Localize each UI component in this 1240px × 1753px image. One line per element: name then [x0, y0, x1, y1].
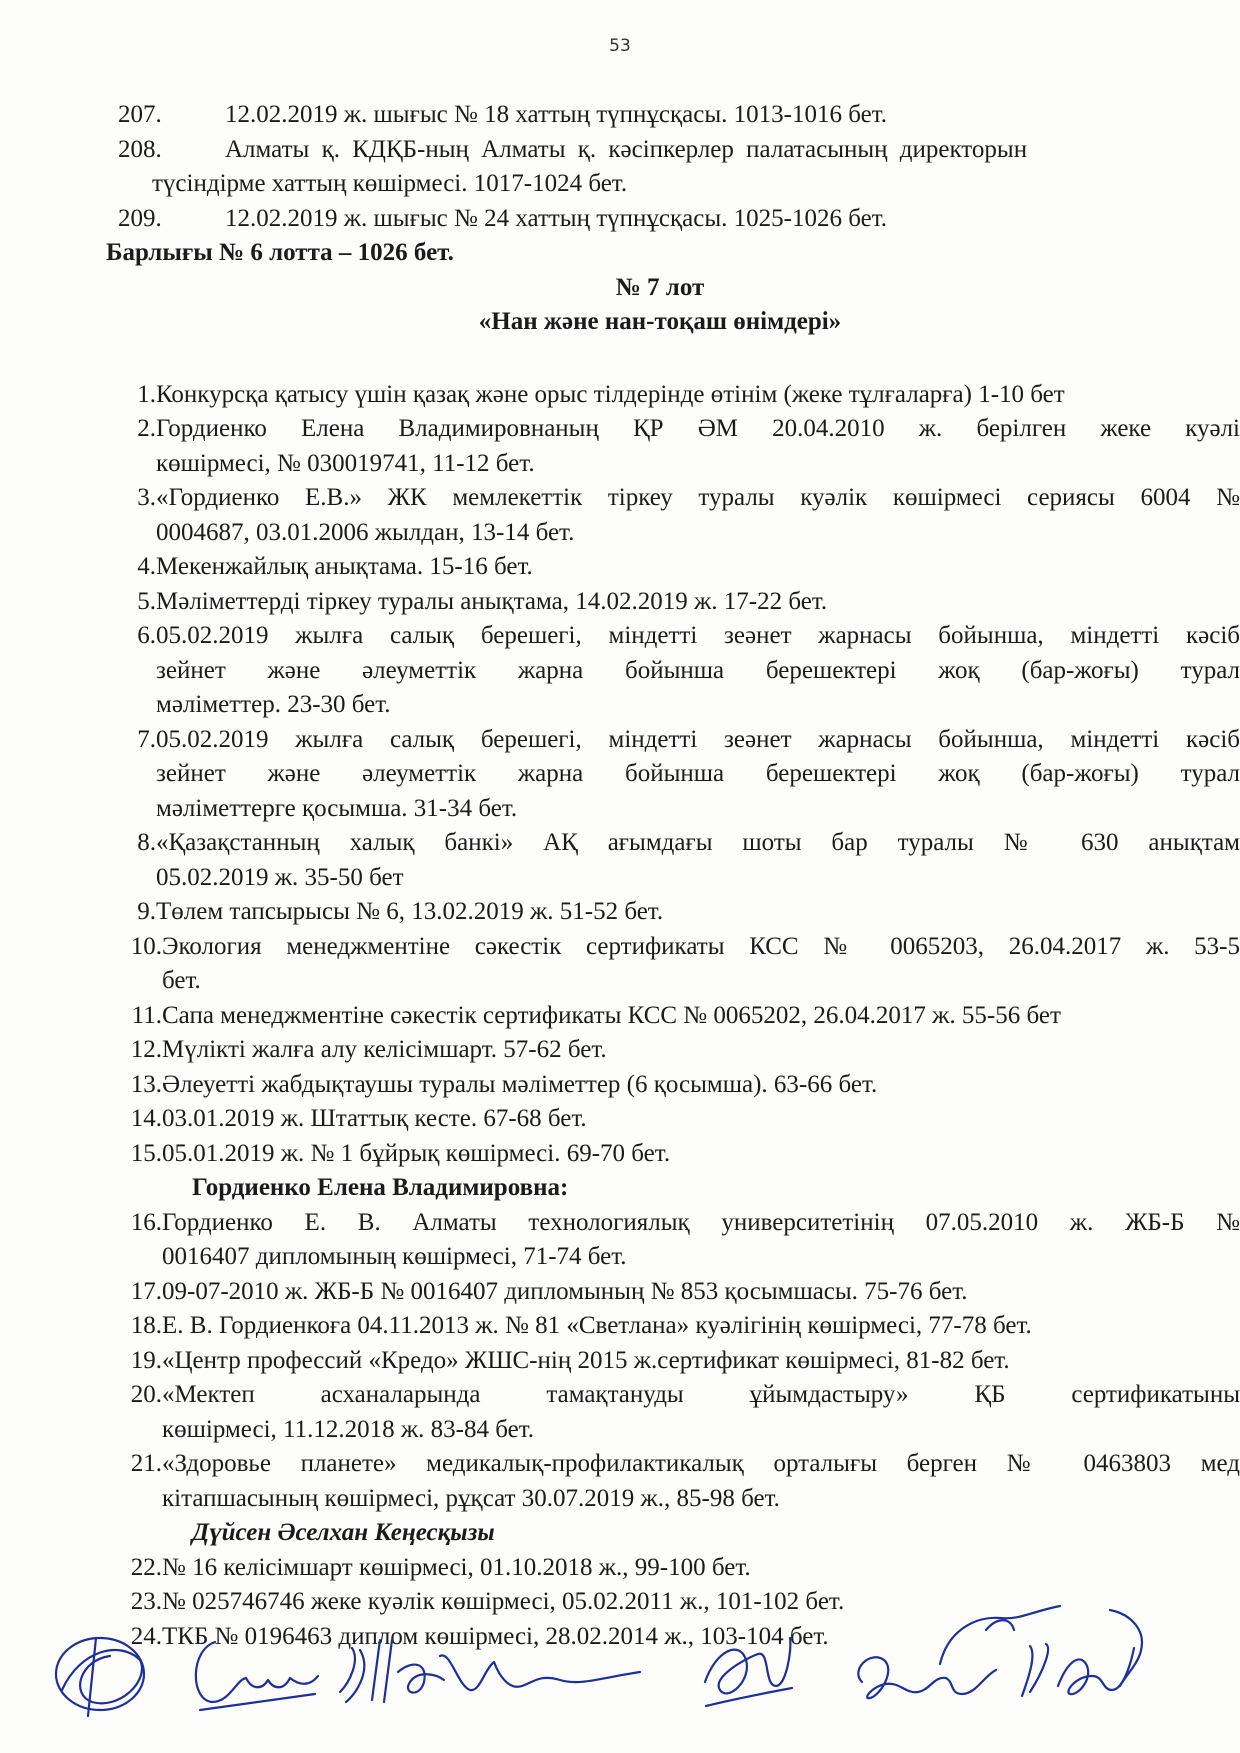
item-text: [162, 1378, 1240, 1447]
signatures-area: [0, 1590, 1240, 1753]
item-line: 05.02.2019 ж. 35-50 бет: [156, 863, 404, 891]
item-number: 19.: [130, 1346, 162, 1374]
list-item: [0, 1033, 1240, 1068]
item-number: 207.: [118, 101, 162, 128]
item-text: 12.02.2019 ж. шығыс № 18 хаттың түпнұсқасы. 1013-1016 бет.: [225, 101, 887, 128]
item-line: бет.: [162, 967, 201, 994]
item-line: ТКБ № 0196463 диплом көшірмесі, 28.02.2014 ж., 103-104 бет.: [162, 1622, 829, 1650]
list-item: [0, 895, 1240, 930]
item-number: 17.: [130, 1277, 162, 1305]
item-line: Гордиенко Елена Владимировнаның ҚР ӘМ 20.04.2010 ж. берілген жеке куәлі: [156, 415, 1240, 442]
list-item: [0, 412, 1240, 481]
item-text: [156, 585, 1240, 620]
item-text: [156, 481, 1240, 550]
item-line: кітапшасының көшірмесі, рұқсат 30.07.2019 ж., 85-98 бет.: [162, 1484, 780, 1512]
item-line: Гордиенко Е. В. Алматы технологиялық университетінің 07.05.2010 ж. ЖБ-Б №: [162, 1208, 1240, 1236]
item-line: «Қазақстанның халық банкі» АҚ ағымдағы шоты бар туралы № 630 анықтам: [156, 829, 1240, 856]
item-line: 05.02.2019 жылға салық берешегі, міндетті зеәнет жарнасы бойынша, міндетті кәсіб: [156, 725, 1240, 753]
item-text: [162, 1137, 1240, 1172]
list-item: [0, 1551, 1240, 1586]
item-line: зейнет және әлеуметтік жарна бойынша берешектері жоқ (бар-жоғы) турал: [156, 760, 1240, 787]
item-number: 13.: [130, 1070, 162, 1098]
lot7-list-part2: [0, 1206, 1240, 1517]
item-number: 14.: [130, 1105, 162, 1132]
item-line: № 16 келісімшарт көшірмесі, 01.10.2018 ж., 99-100 бет.: [162, 1553, 751, 1581]
item-number: 18.: [130, 1312, 162, 1339]
list-item-continuation: [0, 167, 1240, 202]
item-line: көшірмесі, 11.12.2018 ж. 83-84 бет.: [162, 1415, 534, 1443]
item-line: мәліметтер. 23-30 бет.: [156, 691, 391, 718]
item-text: [162, 1275, 1240, 1310]
signature-6: [1022, 1610, 1142, 1696]
list-item: [0, 1447, 1240, 1516]
item-text: [162, 1447, 1240, 1516]
item-line: «Мектеп асханаларында тамақтануды ұйымдастыру» ҚБ сертификатыны: [162, 1381, 1240, 1408]
lot7-title: № 7 лот: [615, 273, 705, 301]
item-line: Мекенжайлық анықтама. 15-16 бет.: [156, 553, 533, 580]
item-line: Мүлікті жалға алу келісімшарт. 57-62 бет.: [162, 1036, 607, 1063]
signature-3: [340, 1640, 640, 1702]
signature-4: [705, 1638, 792, 1706]
list-item: [0, 723, 1240, 827]
item-line: зейнет және әлеуметтік жарна бойынша берешектері жоқ (бар-жоғы) турал: [156, 656, 1240, 684]
item-number: 8.: [137, 829, 156, 856]
item-text: [162, 1344, 1240, 1379]
list-item: [0, 1206, 1240, 1275]
list-item: [0, 481, 1240, 550]
lot7-list-part1: [0, 378, 1240, 1172]
list-item: [0, 1378, 1240, 1447]
item-text: [162, 930, 1240, 999]
item-line: Конкурсқа қатысу үшін қазақ және орыс тілдерінде өтінім (жеке тұлғаларға) 1-10 бет: [156, 380, 1065, 408]
list-item: [0, 585, 1240, 620]
item-text: [156, 378, 1240, 413]
item-number: 1.: [137, 380, 156, 408]
list-item: [0, 826, 1240, 895]
item-number: 21.: [130, 1450, 162, 1477]
subheading-gordienko: Гордиенко Елена Владимировна:: [192, 1174, 569, 1201]
list-item: [0, 930, 1240, 999]
signature-5: [858, 1606, 1060, 1698]
item-text: 12.02.2019 ж. шығыс № 24 хаттың түпнұсқасы. 1025-1026 бет.: [225, 204, 887, 232]
list-item: [0, 1068, 1240, 1103]
list-item: [0, 1275, 1240, 1310]
list-item: [0, 1137, 1240, 1172]
item-number: 11.: [131, 1001, 162, 1029]
item-number: 20.: [130, 1381, 162, 1408]
item-text: [156, 550, 1240, 585]
item-number: 7.: [137, 725, 156, 753]
item-line: «Гордиенко Е.В.» ЖК мемлекеттік тіркеу туралы куәлік көшірмесі сериясы 6004 №: [156, 484, 1240, 511]
item-line: 0004687, 03.01.2006 жылдан, 13-14 бет.: [156, 518, 575, 546]
list-item: [0, 999, 1240, 1034]
item-line: Экология менеджментіне сәкестік сертификаты КСС № 0065203, 26.04.2017 ж. 53-5: [162, 932, 1240, 960]
item-text: [162, 1102, 1240, 1137]
document-body: [0, 98, 1240, 1658]
item-text: [156, 826, 1240, 895]
item-line: Төлем тапсырысы № 6, 13.02.2019 ж. 51-52 бет.: [156, 898, 664, 925]
item-number: 24.: [130, 1622, 162, 1650]
item-line: Е. В. Гордиенкоға 04.11.2013 ж. № 81 «Светлана» куәлігінің көшірмесі, 77-78 бет.: [162, 1312, 1032, 1339]
item-text: [156, 412, 1240, 481]
list-item: [0, 550, 1240, 585]
list-item: [0, 98, 1240, 133]
item-line: 0016407 дипломының көшірмесі, 71-74 бет.: [162, 1243, 627, 1270]
signature-1: [56, 1638, 144, 1716]
list-item: [0, 133, 1240, 168]
item-text: [156, 619, 1240, 723]
item-number: 9.: [137, 898, 156, 925]
lot7-subtitle: «Нан және нан-тоқаш өнімдері»: [478, 308, 842, 335]
item-line: Әлеуетті жабдықтаушы туралы мәліметтер (6 қосымша). 63-66 бет.: [162, 1070, 878, 1098]
item-line: 05.01.2019 ж. № 1 бұйрық көшірмесі. 69-70 бет.: [162, 1139, 671, 1167]
item-text: [162, 999, 1240, 1034]
item-number: 22.: [130, 1553, 162, 1581]
item-text: [162, 1068, 1240, 1103]
item-line: «Здоровье планете» медикалық-профилактикалық орталығы берген № 0463803 мед: [162, 1450, 1240, 1477]
item-text: [162, 1551, 1240, 1586]
item-text: [156, 895, 1240, 930]
item-number: 4.: [137, 553, 156, 580]
item-line: мәліметтерге қосымша. 31-34 бет.: [156, 794, 518, 822]
item-number: 209.: [118, 204, 162, 232]
page-number: 53: [609, 36, 631, 56]
item-number: 16.: [130, 1208, 162, 1236]
list-item: [0, 619, 1240, 723]
subheading-duisen: Дүйсен Әселхан Кеңесқызы: [192, 1519, 495, 1546]
item-line: Сапа менеджментіне сәкестік сертификаты КСС № 0065202, 26.04.2017 ж. 55-56 бет: [162, 1001, 1061, 1029]
item-number: 2.: [137, 415, 156, 442]
signatures-graphic: [0, 1590, 1240, 1753]
item-number: 208.: [118, 135, 162, 163]
item-number: 12.: [130, 1036, 162, 1063]
list-item: [0, 378, 1240, 413]
item-number: 15.: [130, 1139, 162, 1167]
item-text: Алматы қ. КДҚБ-ның Алматы қ. кәсіпкерлер палатасының директорын: [225, 135, 1028, 163]
item-line: «Центр профессий «Кредо» ЖШС-нің 2015 ж.сертификат көшірмесі, 81-82 бет.: [162, 1346, 1010, 1374]
list-item: [0, 202, 1240, 237]
item-number: 6.: [137, 622, 156, 649]
item-number: 5.: [137, 587, 156, 615]
item-line: 09-07-2010 ж. ЖБ-Б № 0016407 дипломының № 853 қосымшасы. 75-76 бет.: [162, 1277, 968, 1305]
item-number: 10.: [130, 932, 162, 960]
item-number: 23.: [130, 1588, 162, 1615]
list-item: [0, 1102, 1240, 1137]
lot6-total: Барлығы № 6 лотта – 1026 бет.: [106, 239, 454, 266]
signature-2: [196, 1642, 318, 1710]
item-text: түсіндірме хаттың көшірмесі. 1017-1024 бет.: [152, 170, 628, 197]
prev-lot-list: [0, 98, 1240, 236]
item-number: 3.: [137, 484, 156, 511]
item-line: Мәліметтерді тіркеу туралы анықтама, 14.02.2019 ж. 17-22 бет.: [156, 587, 828, 615]
item-line: көшірмесі, № 030019741, 11-12 бет.: [156, 449, 535, 477]
item-line: 05.02.2019 жылға салық берешегі, міндетті зеәнет жарнасы бойынша, міндетті кәсіб: [156, 622, 1240, 649]
item-text: [156, 723, 1240, 827]
item-line: 03.01.2019 ж. Штаттық кесте. 67-68 бет.: [162, 1105, 587, 1132]
item-line: № 025746746 жеке куәлік көшірмесі, 05.02.2011 ж., 101-102 бет.: [162, 1588, 845, 1615]
list-item: [0, 1309, 1240, 1344]
list-item: [0, 1344, 1240, 1379]
item-text: [162, 1309, 1240, 1344]
item-text: [162, 1033, 1240, 1068]
item-text: [162, 1206, 1240, 1275]
